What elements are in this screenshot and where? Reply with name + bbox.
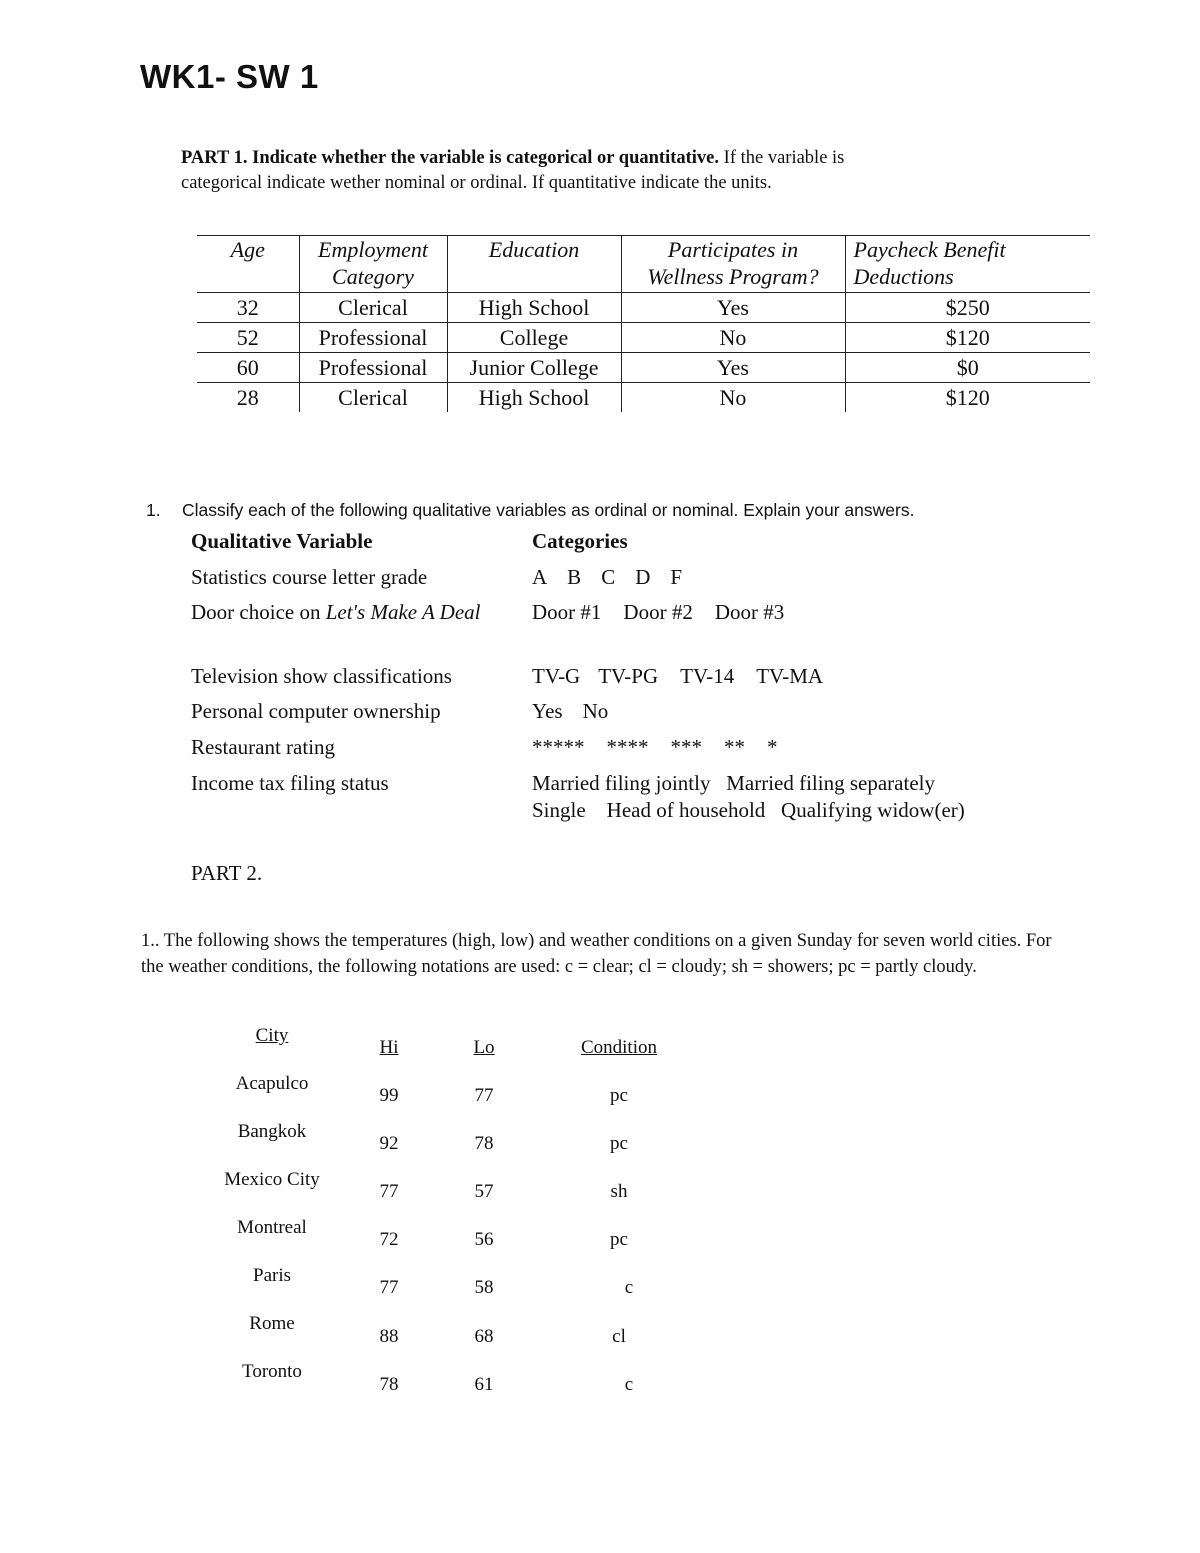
cell-hi: 77 (379, 1181, 399, 1202)
question-1-text: Classify each of the following qualitative variables as ordinal or nominal. Explain your answers. (182, 500, 915, 520)
cell-deductions: $250 (845, 293, 1090, 323)
cell-lo: 56 (474, 1229, 494, 1250)
cell-age: 32 (197, 293, 299, 323)
cell-city: Rome (249, 1313, 295, 1334)
cell-lo: 61 (474, 1374, 494, 1395)
cell-condition: pc (610, 1085, 628, 1106)
variable-name: Personal computer ownership (191, 699, 441, 723)
cell-age: 28 (236, 385, 259, 410)
cell-city: Paris (253, 1265, 291, 1286)
part1-line2: categorical indicate wether nominal or ordinal. If quantitative indicate the units. (181, 173, 772, 193)
part2-heading: PART 2. (191, 861, 263, 885)
cell-lo: 57 (474, 1181, 494, 1202)
cell-city: Montreal (237, 1217, 307, 1238)
variable-name: Statistics course letter grade (191, 565, 428, 589)
cell-city: Bangkok (237, 1121, 307, 1142)
cell-employment: Clerical (299, 293, 447, 323)
header-hi: Hi (379, 1037, 399, 1058)
variable-name: Income tax filing status (191, 771, 389, 795)
question-1-number: 1. (146, 500, 161, 520)
part2-question: 1.. The following shows the temperatures (high, low) and weather conditions on a given Sunday for seven world cities. For the weather conditions, the following notations are used: c = clear; cl = cloudy; sh = showers; pc = partly cloudy. (141, 931, 1052, 977)
header-age: Age (197, 236, 299, 293)
cell-lo: 77 (474, 1085, 494, 1106)
cell-lo: 78 (474, 1133, 494, 1154)
part1-bold-prefix: PART 1. Indicate whether the variable is categorical or quantitative. (181, 148, 720, 168)
part1-rest-line1: If the variable is (719, 148, 845, 168)
categories: A B C D F (532, 565, 683, 589)
cell-city: Mexico City (224, 1169, 320, 1190)
header-paycheck: Paycheck Benefit Deductions (845, 236, 1090, 293)
header-lo: Lo (473, 1037, 495, 1058)
cell-hi: 92 (379, 1133, 399, 1154)
cell-condition: pc (610, 1133, 628, 1154)
cell-deductions: $120 (845, 323, 1090, 353)
header-education: Education (447, 236, 621, 293)
header-wellness: Participates in Wellness Program? (621, 236, 845, 293)
cell-condition: cl (612, 1326, 626, 1347)
cell-employment: Clerical (299, 383, 447, 413)
header-employment: Employment Category (299, 236, 447, 293)
cell-education: College (447, 323, 621, 353)
categories: ***** **** *** ** * (532, 735, 778, 759)
cell-hi: 77 (379, 1277, 399, 1298)
cell-deductions: $120 (845, 383, 1090, 413)
cell-age: 52 (197, 323, 299, 353)
cell-condition: c (624, 1374, 634, 1395)
cell-lo: 68 (474, 1326, 494, 1347)
header-condition: Condition (580, 1037, 657, 1058)
cell-wellness: No (621, 383, 845, 413)
cell-hi: 78 (379, 1374, 399, 1395)
cell-condition: pc (610, 1229, 628, 1250)
page-title: WK1- SW 1 (140, 58, 319, 95)
variable-name: Door choice on Let's Make A Deal (191, 600, 481, 624)
cell-education: High School (447, 383, 621, 413)
cell-hi: 72 (379, 1229, 399, 1250)
cell-lo: 58 (474, 1277, 494, 1298)
cell-hi: 88 (379, 1326, 399, 1347)
cell-wellness: Yes (621, 293, 845, 323)
categories: Yes No (532, 699, 609, 723)
variable-name: Restaurant rating (191, 735, 336, 759)
cell-education: Junior College (447, 353, 621, 383)
categories: TV-G TV-PG TV-14 TV-MA (532, 664, 824, 688)
cell-age: 60 (197, 353, 299, 383)
cell-condition: c (624, 1277, 634, 1298)
header-categories: Categories (532, 529, 628, 553)
categories: Door #1 Door #2 Door #3 (532, 600, 785, 624)
cell-education: High School (447, 293, 621, 323)
cell-city: Toronto (242, 1361, 302, 1382)
variable-name: Television show classifications (191, 664, 452, 688)
cell-condition: sh (610, 1181, 628, 1202)
cell-employment: Professional (299, 353, 447, 383)
cell-deductions: $0 (845, 353, 1090, 383)
cell-hi: 99 (379, 1085, 399, 1106)
cell-wellness: No (621, 323, 845, 353)
cell-employment: Professional (299, 323, 447, 353)
categories: Married filing jointly Married filing separately Single Head of household Qualifying widow(er) (532, 771, 965, 822)
cell-city: Acapulco (235, 1073, 309, 1094)
cell-wellness: Yes (621, 353, 845, 383)
header-qualitative-variable: Qualitative Variable (191, 529, 373, 553)
header-city: City (255, 1025, 289, 1046)
